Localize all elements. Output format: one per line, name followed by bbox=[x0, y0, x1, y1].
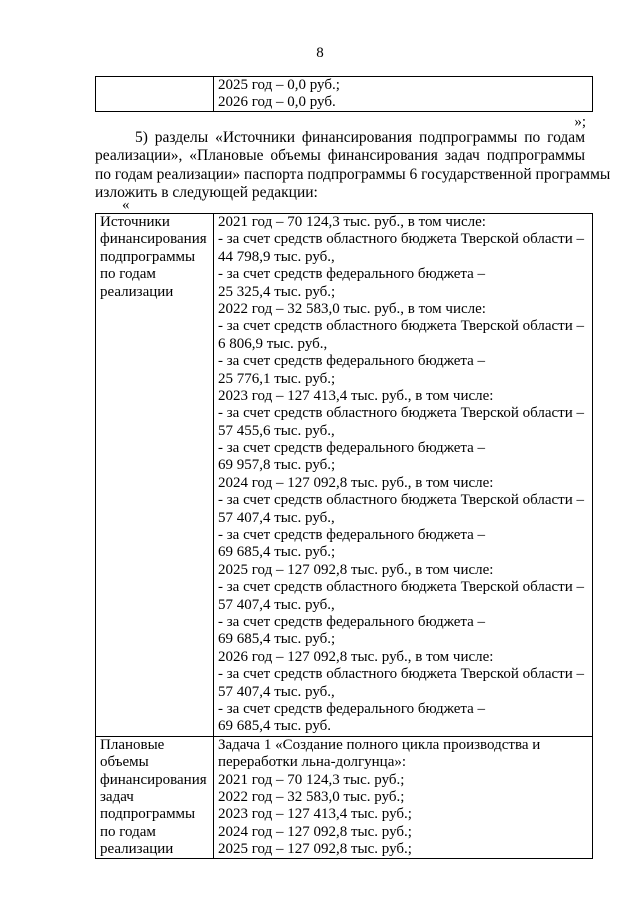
row-value-line: - за счет средств федерального бюджета – bbox=[218, 353, 486, 370]
row-value-line: 2026 год – 127 092,8 тыс. руб., в том числе: bbox=[218, 648, 494, 665]
row-value-line: 2022 год – 32 583,0 тыс. руб.; bbox=[218, 788, 405, 805]
row-value-line: 69 685,4 тыс. руб.; bbox=[218, 544, 336, 561]
row-label-line: реализации bbox=[100, 283, 174, 300]
row-label-line: Плановые bbox=[100, 736, 165, 753]
amendment-paragraph bbox=[95, 129, 611, 202]
row-value-line: 69 685,4 тыс. руб.; bbox=[218, 631, 336, 648]
row-label-line: финансирования bbox=[100, 231, 207, 248]
row-value-line: 57 407,4 тыс. руб., bbox=[218, 509, 335, 526]
row-value-line: - за счет средств федерального бюджета – bbox=[218, 527, 486, 544]
top-table-line: 2026 год – 0,0 руб. bbox=[218, 94, 336, 110]
row-value-line: 57 455,6 тыс. руб., bbox=[218, 422, 335, 439]
row-value-line: - за счет средств областного бюджета Тверской области – bbox=[218, 405, 585, 422]
row-label-cell bbox=[96, 736, 214, 859]
opening-quote: « bbox=[122, 197, 130, 213]
table-row bbox=[96, 736, 593, 859]
row-value-line: 6 806,9 тыс. руб., bbox=[218, 335, 328, 352]
closing-quote: »; bbox=[574, 114, 586, 130]
row-label-line: реализации bbox=[100, 841, 174, 858]
row-value-line: 69 957,8 тыс. руб.; bbox=[218, 457, 336, 474]
row-value-line: - за счет средств областного бюджета Тверской области – bbox=[218, 579, 585, 596]
row-value-line: - за счет средств областного бюджета Тверской области – bbox=[218, 231, 585, 248]
row-value-line: 57 407,4 тыс. руб., bbox=[218, 596, 335, 613]
row-value-line: Задача 1 «Создание полного цикла производства и bbox=[218, 736, 541, 753]
row-value-cell bbox=[214, 736, 593, 859]
row-label-line: подпрограммы bbox=[100, 806, 196, 823]
row-value-line: - за счет средств федерального бюджета – bbox=[218, 613, 486, 630]
row-value-line: 57 407,4 тыс. руб., bbox=[218, 683, 335, 700]
table-row bbox=[96, 214, 593, 737]
row-label-line: объемы bbox=[100, 754, 149, 771]
row-value-line: 2021 год – 70 124,3 тыс. руб., в том числе: bbox=[218, 214, 486, 230]
page-number: 8 bbox=[316, 45, 324, 61]
row-value-line: 2023 год – 127 413,4 тыс. руб.; bbox=[218, 806, 412, 823]
row-value-line: 2021 год – 70 124,3 тыс. руб.; bbox=[218, 771, 405, 788]
row-value-line: 44 798,9 тыс. руб., bbox=[218, 248, 335, 265]
row-label-line: задач bbox=[100, 788, 134, 805]
row-value-line: - за счет средств областного бюджета Тверской области – bbox=[218, 492, 585, 509]
row-value-line: - за счет средств федерального бюджета – bbox=[218, 700, 486, 717]
row-value-line: переработки льна-долгунца»: bbox=[218, 754, 407, 771]
paragraph-line: 5) разделы «Источники финансирования подпрограммы по годам bbox=[135, 129, 585, 146]
row-label-line: подпрограммы bbox=[100, 248, 196, 265]
row-label-line: Источники bbox=[100, 214, 170, 230]
paragraph-line: по годам реализации» паспорта подпрограммы 6 государственной программы bbox=[95, 165, 611, 183]
row-label-line: по годам bbox=[100, 823, 156, 840]
main-table bbox=[95, 213, 593, 859]
row-value-line: - за счет средств федерального бюджета – bbox=[218, 266, 486, 283]
row-value-line: 2024 год – 127 092,8 тыс. руб., в том числе: bbox=[218, 474, 494, 491]
row-value-cell bbox=[214, 214, 593, 737]
paragraph-line: реализации», «Плановые объемы финансирования задач подпрограммы bbox=[95, 147, 585, 165]
row-value-line: 2025 год – 127 092,8 тыс. руб., в том числе: bbox=[218, 561, 494, 578]
row-value-line: 25 325,4 тыс. руб.; bbox=[218, 283, 336, 300]
row-value-line: 2024 год – 127 092,8 тыс. руб.; bbox=[218, 823, 412, 840]
paragraph-line: изложить в следующей редакции: bbox=[95, 183, 318, 201]
row-value-line: - за счет средств областного бюджета Тверской области – bbox=[218, 666, 585, 683]
row-value-line: - за счет средств областного бюджета Тверской области – bbox=[218, 318, 585, 335]
top-table-right-cell bbox=[214, 77, 593, 112]
top-table-left-cell bbox=[96, 77, 214, 112]
row-value-line: 2023 год – 127 413,4 тыс. руб., в том числе: bbox=[218, 387, 494, 404]
row-value-line: - за счет средств федерального бюджета – bbox=[218, 440, 486, 457]
top-table-line: 2025 год – 0,0 руб.; bbox=[218, 77, 340, 93]
row-label-cell bbox=[96, 214, 214, 737]
row-value-line: 2022 год – 32 583,0 тыс. руб., в том числе: bbox=[218, 300, 486, 317]
row-label-line: по годам bbox=[100, 266, 156, 283]
row-label-line: финансирования bbox=[100, 771, 207, 788]
top-table bbox=[95, 76, 593, 112]
row-value-line: 69 685,4 тыс. руб. bbox=[218, 718, 332, 735]
table-row bbox=[96, 77, 593, 112]
row-value-line: 25 776,1 тыс. руб.; bbox=[218, 370, 336, 387]
row-value-line: 2025 год – 127 092,8 тыс. руб.; bbox=[218, 841, 412, 858]
